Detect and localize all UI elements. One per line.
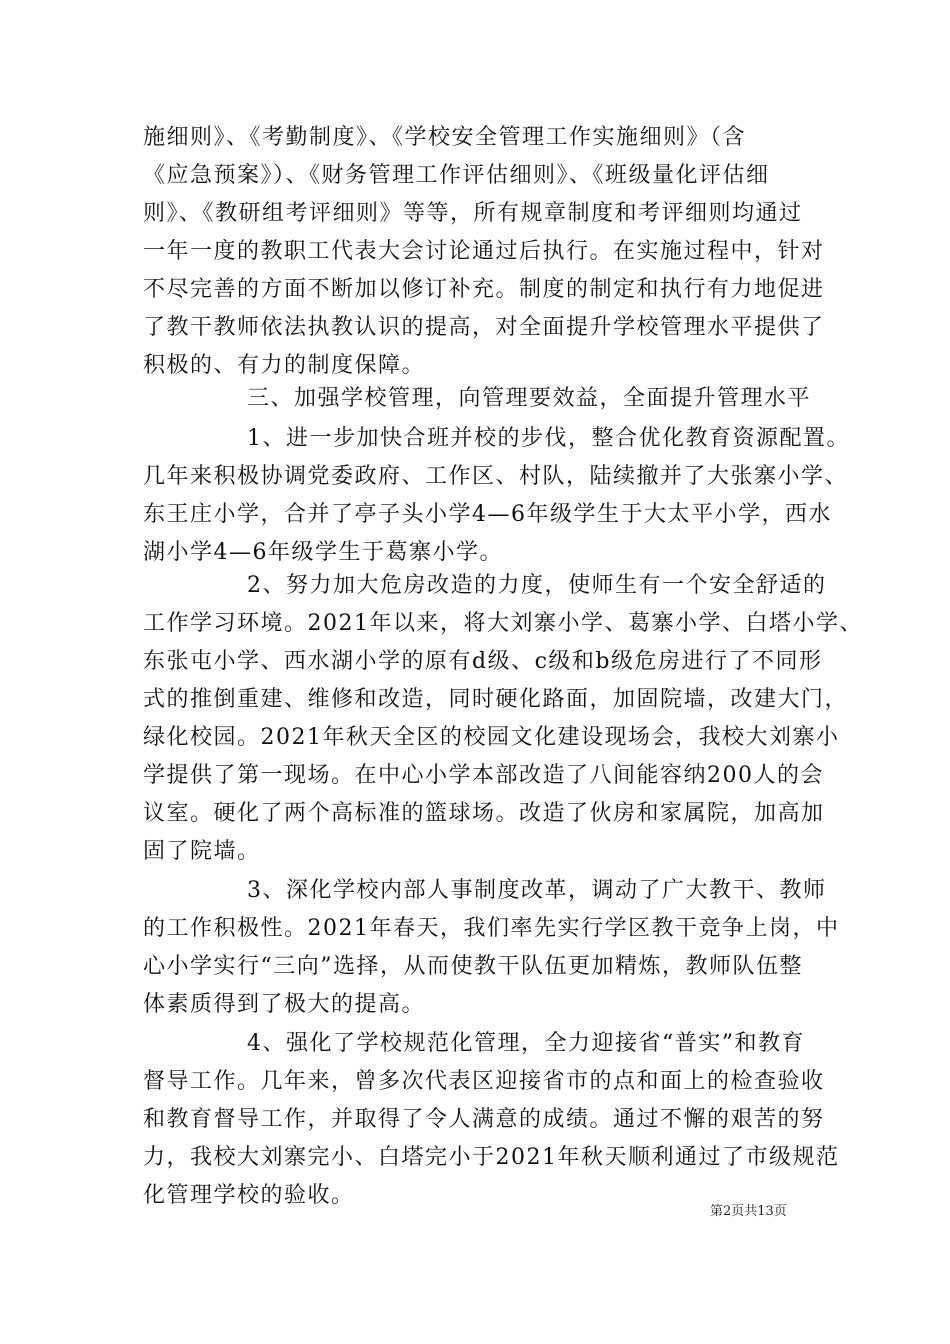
body-text-line: 的工作积极性。2021年春天，我们率先实行学区教干竞争上岗，中 [143,916,840,941]
body-text-line: 学提供了第一现场。在中心小学本部改造了八间能容纳200人的会 [143,763,824,788]
body-text-line: 绿化校园。2021年秋天全区的校园文化建设现场会，我校大刘寨小 [143,725,840,750]
body-text-line: 施细则》、《考勤制度》、《学校安全管理工作实施细则》（含 [143,125,747,150]
body-text-line: 几年来积极协调党委政府、工作区、村队，陆续撤并了大张寨小学、 [143,464,849,489]
body-text-line: 工作学习环境。2021年以来，将大刘寨小学、葛寨小学、白塔小学、 [143,611,863,636]
body-text-line: 体素质得到了极大的提高。 [143,992,426,1017]
body-text-line: 则》、《教研组考评细则》等等，所有规章制度和考评细则均通过 [143,201,803,226]
body-text-line: 力，我校大刘寨完小、白塔完小于2021年秋天顺利通过了市级规范 [143,1145,840,1170]
body-text-line: 固了院墙。 [143,839,261,864]
body-text-line: 心小学实行“三向”选择，从而使教干队伍更加精炼，教师队伍整 [143,954,803,979]
paragraph-first-line: 2、努力加大危房改造的力度，使师生有一个安全舒适的 [247,573,827,598]
body-text-line: 式的推倒重建、维修和改造，同时硬化路面，加固院墙，改建大门， [143,687,849,712]
body-text-line: 议室。硬化了两个高标准的篮球场。改造了伙房和家属院，加高加 [143,801,825,826]
body-text-line: 《应急预案》）、《财务管理工作评估细则》、《班级量化评估细 [143,163,770,188]
section-heading: 三、加强学校管理，向管理要效益，全面提升管理水平 [247,386,812,411]
body-text-line: 了教干教师依法执教认识的提高，对全面提升学校管理水平提供了 [143,315,825,340]
body-text-line: 湖小学4—6年级学生于葛寨小学。 [143,540,503,565]
paragraph-first-line: 3、深化学校内部人事制度改革，调动了广大教干、教师 [247,878,827,903]
body-text-line: 积极的、有力的制度保障。 [143,353,426,378]
body-text-line: 东王庄小学，合并了亭子头小学4—6年级学生于大太平小学，西水 [143,502,832,527]
body-text-line: 不尽完善的方面不断加以修订补充。制度的制定和执行有力地促进 [143,277,825,302]
body-text-line: 督导工作。几年来，曾多次代表区迎接省市的点和面上的检查验收 [143,1069,825,1094]
paragraph-first-line: 1、进一步加快合班并校的步伐，整合优化教育资源配置。 [247,426,850,451]
body-text-line: 一年一度的教职工代表大会讨论通过后执行。在实施过程中，针对 [143,239,825,264]
body-text-line: 东张屯小学、西水湖小学的原有d级、c级和b级危房进行了不同形 [143,649,823,674]
body-text-line: 和教育督导工作，并取得了令人满意的成绩。通过不懈的艰苦的努 [143,1107,825,1132]
paragraph-first-line: 4、强化了学校规范化管理，全力迎接省“普实”和教育 [247,1031,805,1056]
page-number-footer: 第2页共13页 [710,1204,787,1219]
body-text-line: 化管理学校的验收。 [143,1183,355,1208]
